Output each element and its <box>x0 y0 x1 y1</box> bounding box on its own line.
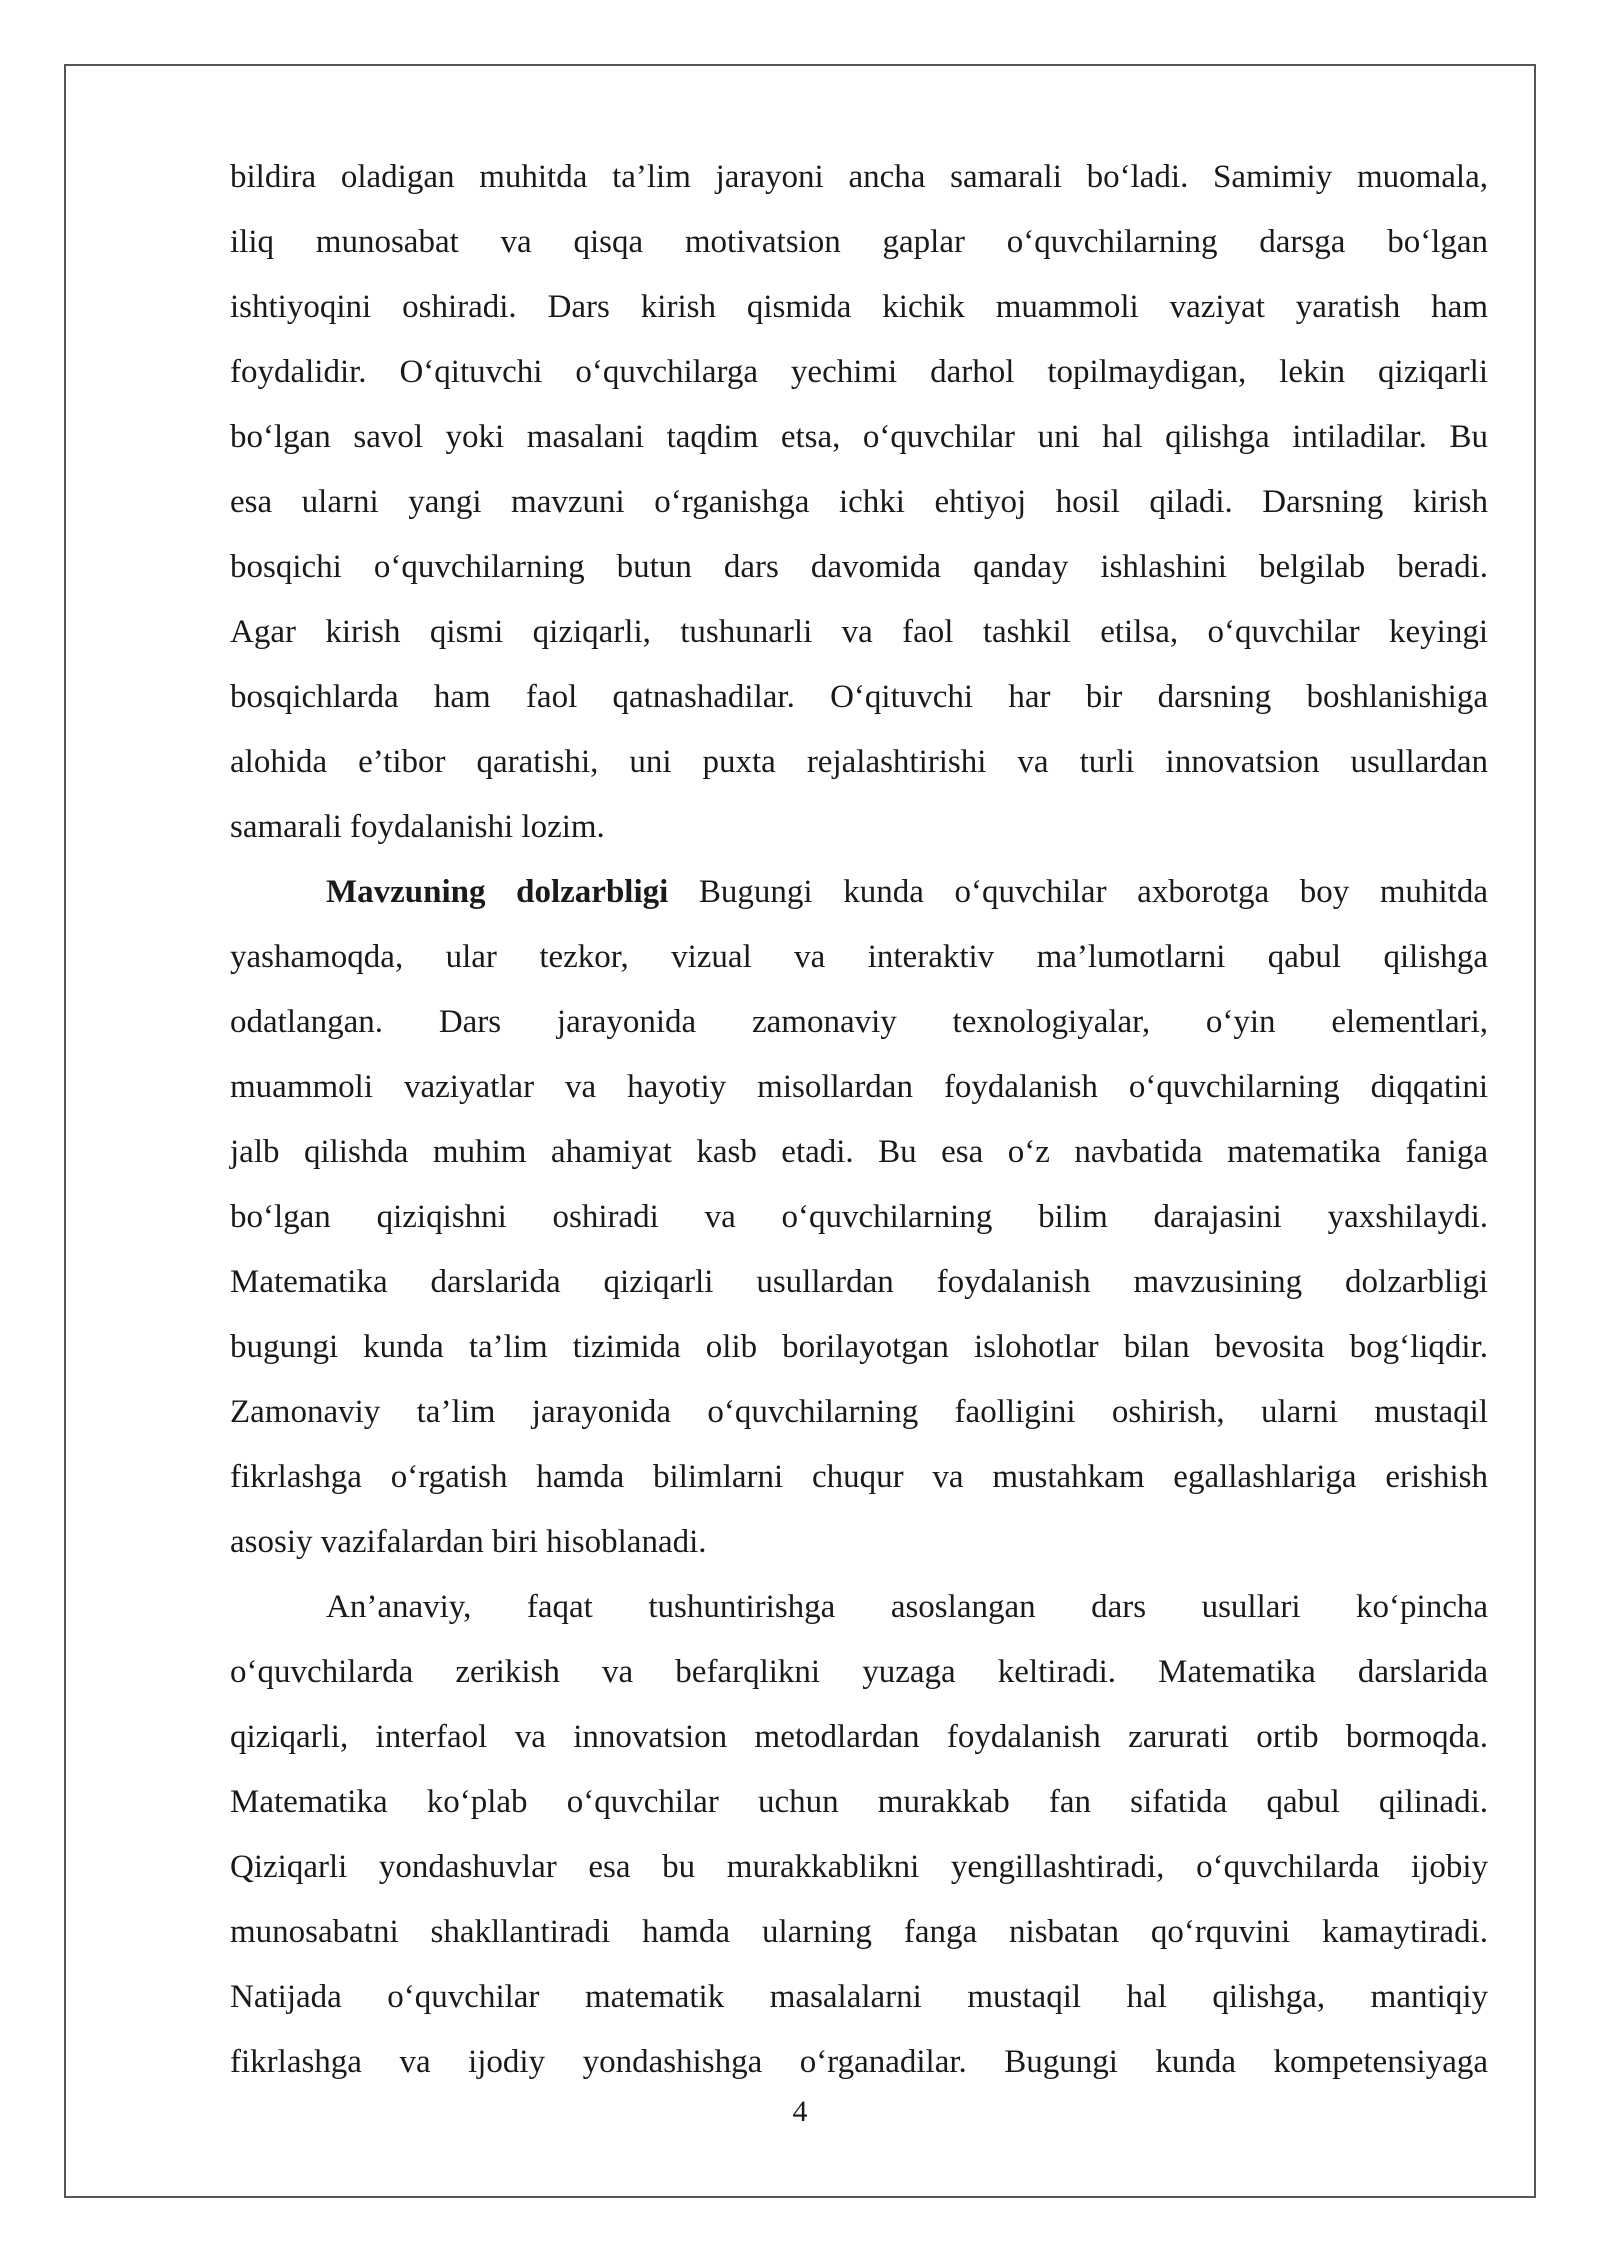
paragraph-first-line <box>230 860 1488 925</box>
paragraph-line: bo‘lgan savol yoki masalani taqdim etsa, o‘quvchilar uni hal qilishga intiladilar. Bu <box>230 419 1488 455</box>
paragraph-line: ishtiyoqini oshiradi. Dars kirish qismida kichik muammoli vaziyat yaratish ham <box>230 289 1488 325</box>
paragraph-line: bosqichi o‘quvchilarning butun dars davomida qanday ishlashini belgilab beradi. <box>230 549 1488 585</box>
paragraph-line: iliq munosabat va qisqa motivatsion gaplar o‘quvchilarning darsga bo‘lgan <box>230 224 1488 260</box>
paragraph-line: asosiy vazifalardan biri hisoblanadi. <box>230 1524 707 1560</box>
paragraph-line: bildira oladigan muhitda ta’lim jarayoni ancha samarali bo‘ladi. Samimiy muomala, <box>230 159 1488 195</box>
paragraph-text-run: Bugungi kunda o‘quvchilar axborotga boy muhitda <box>668 874 1488 910</box>
paragraph-line: foydalidir. O‘qituvchi o‘quvchilarga yechimi darhol topilmaydigan, lekin qiziqarli <box>230 354 1488 390</box>
paragraph-line: o‘quvchilarda zerikish va befarqlikni yuzaga keltiradi. Matematika darslarida <box>230 1654 1488 1690</box>
paragraph-line: muammoli vaziyatlar va hayotiy misollardan foydalanish o‘quvchilarning diqqatini <box>230 1069 1488 1105</box>
document-body <box>230 145 1488 2095</box>
paragraph-line: alohida e’tibor qaratishi, uni puxta rejalashtirishi va turli innovatsion usullardan <box>230 744 1488 780</box>
paragraph-line: qiziqarli, interfaol va innovatsion metodlardan foydalanish zarurati ortib bormoqda. <box>230 1719 1488 1755</box>
paragraph-first-line: An’anaviy, faqat tushuntirishga asoslangan dars usullari ko‘pincha <box>326 1589 1488 1625</box>
paragraph-line: bosqichlarda ham faol qatnashadilar. O‘qituvchi har bir darsning boshlanishiga <box>230 679 1488 715</box>
paragraph-line: Matematika darslarida qiziqarli usullardan foydalanish mavzusining dolzarbligi <box>230 1264 1488 1300</box>
paragraph-line: Agar kirish qismi qiziqarli, tushunarli va faol tashkil etilsa, o‘quvchilar keyingi <box>230 614 1488 650</box>
paragraph-line: yashamoqda, ular tezkor, vizual va interaktiv ma’lumotlarni qabul qilishga <box>230 939 1488 975</box>
paragraph-line: jalb qilishda muhim ahamiyat kasb etadi. Bu esa o‘z navbatida matematika faniga <box>230 1134 1488 1170</box>
paragraph-line: Matematika ko‘plab o‘quvchilar uchun murakkab fan sifatida qabul qilinadi. <box>230 1784 1488 1820</box>
paragraph-line: fikrlashga va ijodiy yondashishga o‘rganadilar. Bugungi kunda kompetensiyaga <box>230 2044 1488 2080</box>
paragraph-line: Zamonaviy ta’lim jarayonida o‘quvchilarning faolligini oshirish, ularni mustaqil <box>230 1394 1488 1430</box>
paragraph-line: Qiziqarli yondashuvlar esa bu murakkablikni yengillashtiradi, o‘quvchilarda ijobiy <box>230 1849 1488 1885</box>
paragraph-line: esa ularni yangi mavzuni o‘rganishga ichki ehtiyoj hosil qiladi. Darsning kirish <box>230 484 1488 520</box>
paragraph-line: Natijada o‘quvchilar matematik masalalarni mustaqil hal qilishga, mantiqiy <box>230 1979 1488 2015</box>
paragraph-line: bo‘lgan qiziqishni oshiradi va o‘quvchilarning bilim darajasini yaxshilaydi. <box>230 1199 1488 1235</box>
paragraph-line: samarali foydalanishi lozim. <box>230 809 605 845</box>
section-heading: Mavzuning dolzarbligi <box>326 874 669 910</box>
paragraph-line: munosabatni shakllantiradi hamda ularning fanga nisbatan qo‘rquvini kamaytiradi. <box>230 1914 1488 1950</box>
paragraph-line: bugungi kunda ta’lim tizimida olib borilayotgan islohotlar bilan bevosita bog‘liqdir. <box>230 1329 1488 1365</box>
paragraph-line: odatlangan. Dars jarayonida zamonaviy texnologiyalar, o‘yin elementlari, <box>230 1004 1488 1040</box>
paragraph-line: fikrlashga o‘rgatish hamda bilimlarni chuqur va mustahkam egallashlariga erishish <box>230 1459 1488 1495</box>
page-number: 4 <box>792 2095 808 2128</box>
